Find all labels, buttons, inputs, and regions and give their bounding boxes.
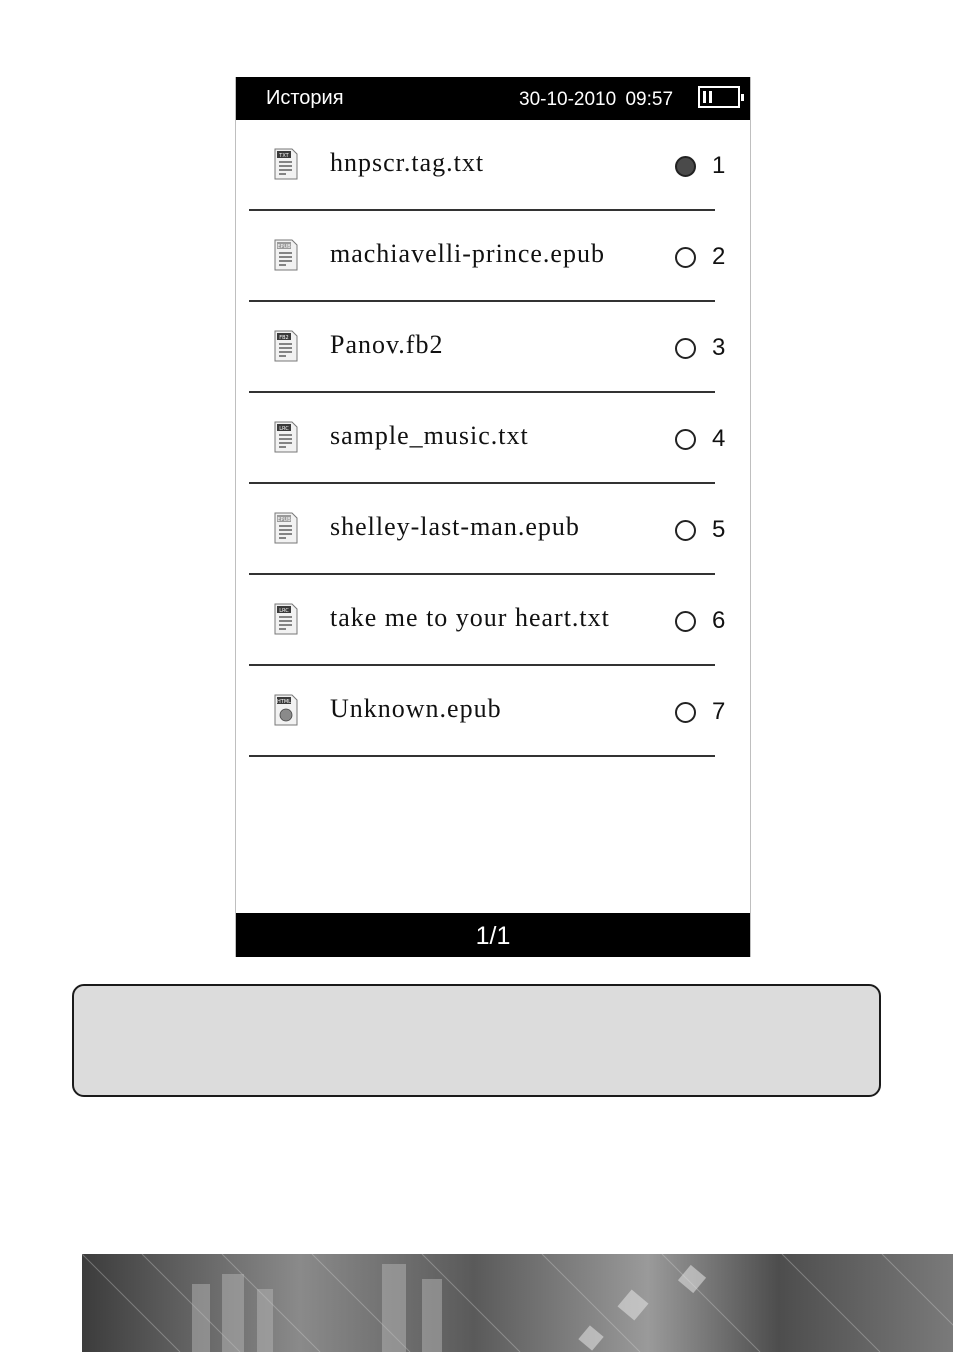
svg-text:HTML: HTML — [277, 699, 291, 705]
row-number: 4 — [712, 425, 726, 452]
battery-icon — [698, 86, 740, 108]
file-row[interactable] — [236, 302, 750, 393]
selection-radio[interactable] — [675, 520, 696, 541]
file-row[interactable] — [236, 575, 750, 666]
file-name: take me to your heart.txt — [330, 603, 610, 632]
epub-file-icon — [273, 512, 299, 544]
row-number: 1 — [712, 152, 726, 179]
fb2-file-icon — [273, 330, 299, 362]
status-datetime: 30-10-2010 09:57 — [519, 89, 674, 110]
file-row[interactable] — [236, 666, 750, 757]
file-row[interactable] — [236, 393, 750, 484]
page-indicator — [236, 913, 750, 957]
row-number: 6 — [712, 607, 726, 634]
screen-title: История — [266, 87, 344, 109]
selection-radio[interactable] — [675, 429, 696, 450]
file-name: hnpscr.tag.txt — [330, 148, 485, 177]
file-row[interactable] — [236, 211, 750, 302]
file-name: Unknown.epub — [330, 694, 502, 723]
svg-text:EPUB: EPUB — [277, 517, 291, 523]
page-indicator-label: 1/1 — [475, 922, 511, 950]
decorative-banner — [82, 1254, 953, 1352]
file-row[interactable] — [236, 484, 750, 575]
selection-radio[interactable] — [675, 611, 696, 632]
selection-radio[interactable] — [675, 156, 696, 177]
svg-text:FB2: FB2 — [279, 335, 289, 341]
epub-file-icon — [273, 239, 299, 271]
file-name: Panov.fb2 — [330, 330, 444, 359]
svg-text:EPUB: EPUB — [277, 244, 291, 250]
history-file-list — [236, 120, 750, 757]
row-number: 7 — [712, 698, 726, 725]
row-number: 3 — [712, 334, 726, 361]
file-name: shelley-last-man.epub — [330, 512, 580, 541]
txt-file-icon — [273, 148, 299, 180]
html-file-icon — [273, 694, 299, 726]
lrc-file-icon — [273, 421, 299, 453]
info-panel — [72, 984, 881, 1097]
row-number: 5 — [712, 516, 726, 543]
device-screen — [235, 77, 751, 957]
file-name: machiavelli-prince.epub — [330, 239, 605, 268]
row-number: 2 — [712, 243, 726, 270]
file-row[interactable] — [236, 120, 750, 211]
svg-text:LRC: LRC — [279, 426, 289, 432]
svg-text:LRC: LRC — [279, 608, 289, 614]
file-name: sample_music.txt — [330, 421, 529, 450]
svg-text:TXT: TXT — [279, 153, 289, 159]
selection-radio[interactable] — [675, 702, 696, 723]
lrc-file-icon — [273, 603, 299, 635]
selection-radio[interactable] — [675, 247, 696, 268]
status-bar — [236, 77, 750, 120]
selection-radio[interactable] — [675, 338, 696, 359]
